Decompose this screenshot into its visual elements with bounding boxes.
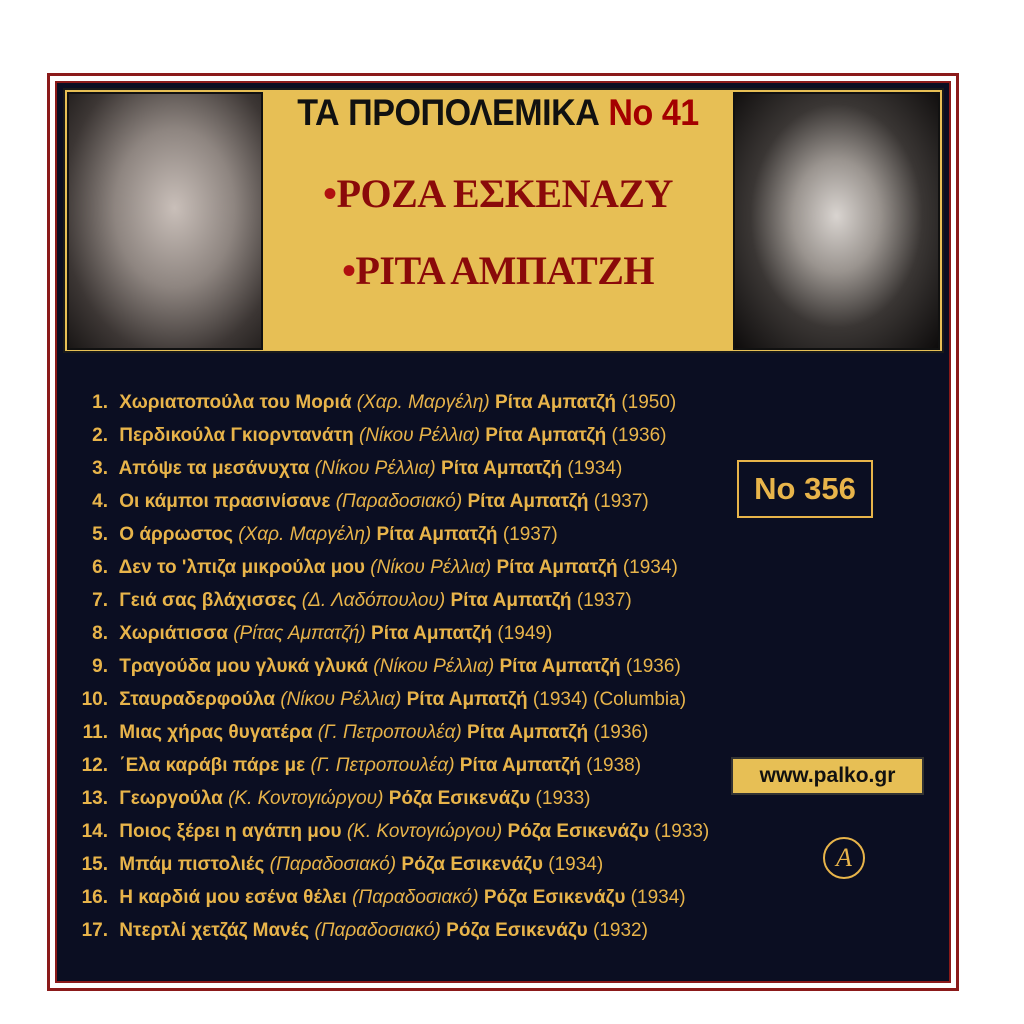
artist-1-name: ΡΟΖΑ ΕΣΚΕΝΑΖΥ bbox=[336, 171, 673, 216]
artist-2-heading bbox=[265, 247, 731, 294]
track-number: 13. bbox=[81, 788, 108, 809]
track-number: 12. bbox=[81, 755, 108, 776]
track-artist: Ρίτα Αμπατζή bbox=[494, 392, 617, 413]
track-year: (1934) bbox=[532, 689, 588, 710]
catalog-number: No 356 bbox=[737, 460, 873, 518]
series-title bbox=[284, 92, 713, 134]
track-title: ΄Ελα καράβι πάρε με bbox=[119, 755, 306, 776]
track-title: Δεν το 'λπιζα μικρούλα μου bbox=[118, 557, 365, 578]
photo-roza-eskenazy bbox=[67, 92, 263, 350]
track-artist: Ρίτα Αμπατζή bbox=[485, 425, 607, 446]
track-number: 7. bbox=[92, 590, 108, 611]
track-composer: (Κ. Κοντογιώργου) bbox=[346, 821, 503, 842]
track-year: (1936) bbox=[625, 656, 681, 677]
track-artist: Ρίτα Αμπατζή bbox=[467, 722, 589, 743]
track-year: (1938) bbox=[586, 755, 642, 776]
track-row bbox=[70, 386, 709, 419]
track-number: 1. bbox=[92, 392, 108, 413]
track-composer: (Παραδοσιακό) bbox=[314, 920, 441, 941]
track-composer: (Χαρ. Μαργέλη) bbox=[238, 524, 372, 545]
track-row bbox=[70, 617, 709, 650]
track-composer: (Παραδοσιακό) bbox=[269, 854, 397, 875]
track-title: Τραγούδα μου γλυκά γλυκά bbox=[119, 656, 368, 677]
track-year: (1934) bbox=[548, 854, 604, 875]
track-title: Οι κάμποι πρασινίσανε bbox=[119, 491, 331, 512]
label-logo-icon: A bbox=[823, 837, 865, 879]
track-artist: Ρίτα Αμπατζή bbox=[371, 623, 493, 644]
track-label: (Columbia) bbox=[593, 689, 687, 710]
track-composer: (Γ. Πετροπουλέα) bbox=[310, 755, 455, 776]
track-title: Γεωργούλα bbox=[119, 788, 223, 809]
track-artist: Ρίτα Αμπατζή bbox=[467, 491, 589, 512]
track-row bbox=[70, 650, 709, 683]
track-artist: Ρίτα Αμπατζή bbox=[499, 656, 621, 677]
track-year: (1937) bbox=[502, 524, 558, 545]
track-title: Η καρδιά μου εσένα θέλει bbox=[119, 887, 347, 908]
track-row bbox=[70, 716, 709, 749]
track-composer: (Νίκου Ρέλλια) bbox=[358, 425, 480, 446]
track-composer: (Ρίτας Αμπατζή) bbox=[233, 623, 366, 644]
track-number: 10. bbox=[81, 689, 108, 710]
track-number: 15. bbox=[81, 854, 108, 875]
track-composer: (Νίκου Ρέλλια) bbox=[280, 689, 402, 710]
track-year: (1949) bbox=[497, 623, 553, 644]
track-row bbox=[70, 881, 709, 914]
track-year: (1934) bbox=[567, 458, 623, 479]
track-artist: Ρίτα Αμπατζή bbox=[406, 689, 528, 710]
track-row bbox=[70, 848, 709, 881]
track-year: (1937) bbox=[576, 590, 632, 611]
track-artist: Ρίτα Αμπατζή bbox=[450, 590, 572, 611]
track-composer: (Χαρ. Μαργέλη) bbox=[356, 392, 490, 413]
track-title: Μπάμ πιστολιές bbox=[119, 854, 265, 875]
series-title-text: ΤΑ ΠΡΟΠΟΛΕΜΙΚΑ bbox=[297, 92, 600, 133]
track-title: Ο άρρωστος bbox=[119, 524, 234, 545]
track-year: (1932) bbox=[593, 920, 648, 941]
track-year: (1936) bbox=[611, 425, 667, 446]
track-title: Ντερτλί χετζάζ Μανές bbox=[119, 920, 310, 941]
track-year: (1937) bbox=[593, 491, 649, 512]
track-title: Μιας χήρας θυγατέρα bbox=[119, 722, 313, 743]
track-number: 11. bbox=[82, 722, 108, 743]
track-composer: (Νίκου Ρέλλια) bbox=[370, 557, 492, 578]
track-number: 6. bbox=[92, 557, 108, 578]
track-row bbox=[70, 551, 709, 584]
track-artist: Ρόζα Εσικενάζυ bbox=[483, 887, 626, 908]
track-year: (1950) bbox=[621, 392, 677, 413]
track-title: Απόψε τα μεσάνυχτα bbox=[118, 458, 310, 479]
bullet-icon: • bbox=[341, 248, 356, 293]
track-composer: (Παραδοσιακό) bbox=[352, 887, 479, 908]
track-composer: (Παραδοσιακό) bbox=[335, 491, 463, 512]
track-artist: Ρίτα Αμπατζή bbox=[441, 458, 563, 479]
track-number: 5. bbox=[92, 524, 108, 545]
track-title: Ποιος ξέρει η αγάπη μου bbox=[119, 821, 342, 842]
track-year: (1933) bbox=[535, 788, 591, 809]
track-year: (1934) bbox=[630, 887, 686, 908]
track-artist: Ρόζα Εσικενάζυ bbox=[507, 821, 650, 842]
track-row bbox=[70, 815, 709, 848]
track-row bbox=[70, 419, 709, 452]
track-number: 8. bbox=[92, 623, 108, 644]
artist-2-name: ΡΙΤΑ ΑΜΠΑΤΖΗ bbox=[355, 248, 654, 293]
track-number: 4. bbox=[92, 491, 108, 512]
photo-rita-abatzi bbox=[733, 92, 940, 350]
track-title: Γειά σας βλάχισσες bbox=[119, 590, 297, 611]
artist-1-heading bbox=[265, 170, 731, 217]
track-composer: (Νίκου Ρέλλια) bbox=[373, 656, 495, 677]
track-composer: (Νίκου Ρέλλια) bbox=[314, 458, 436, 479]
track-year: (1934) bbox=[622, 557, 678, 578]
track-number: 14. bbox=[81, 821, 108, 842]
track-title: Σταυραδερφούλα bbox=[119, 689, 276, 710]
track-year: (1936) bbox=[593, 722, 649, 743]
track-composer: (Δ. Λαδόπουλου) bbox=[301, 590, 446, 611]
track-composer: (Κ. Κοντογιώργου) bbox=[228, 788, 384, 809]
track-row bbox=[70, 782, 709, 815]
track-title: Χωριάτισσα bbox=[119, 623, 228, 644]
track-artist: Ρόζα Εσικενάζυ bbox=[388, 788, 531, 809]
track-row bbox=[70, 452, 709, 485]
track-artist: Ρίτα Αμπατζή bbox=[459, 755, 581, 776]
track-list bbox=[70, 386, 709, 947]
track-number: 16. bbox=[81, 887, 108, 908]
track-row bbox=[70, 914, 709, 947]
track-composer: (Γ. Πετροπουλέα) bbox=[317, 722, 462, 743]
track-artist: Ρίτα Αμπατζή bbox=[376, 524, 498, 545]
track-number: 3. bbox=[92, 458, 108, 479]
track-row bbox=[70, 584, 709, 617]
track-artist: Ρόζα Εσικενάζυ bbox=[446, 920, 588, 941]
track-row bbox=[70, 485, 709, 518]
track-artist: Ρόζα Εσικενάζυ bbox=[401, 854, 543, 875]
track-year: (1933) bbox=[654, 821, 710, 842]
website-link[interactable]: www.palko.gr bbox=[731, 757, 924, 795]
bullet-icon: • bbox=[323, 171, 337, 216]
track-row bbox=[70, 518, 709, 551]
track-row bbox=[70, 683, 709, 716]
track-number: 9. bbox=[92, 656, 108, 677]
track-number: 17. bbox=[81, 920, 108, 941]
series-number: No 41 bbox=[608, 92, 699, 133]
track-number: 2. bbox=[92, 425, 108, 446]
track-title: Χωριατοπούλα του Μοριά bbox=[119, 392, 352, 413]
track-title: Περδικούλα Γκιορντανάτη bbox=[119, 425, 354, 446]
track-row bbox=[70, 749, 709, 782]
track-artist: Ρίτα Αμπατζή bbox=[496, 557, 618, 578]
